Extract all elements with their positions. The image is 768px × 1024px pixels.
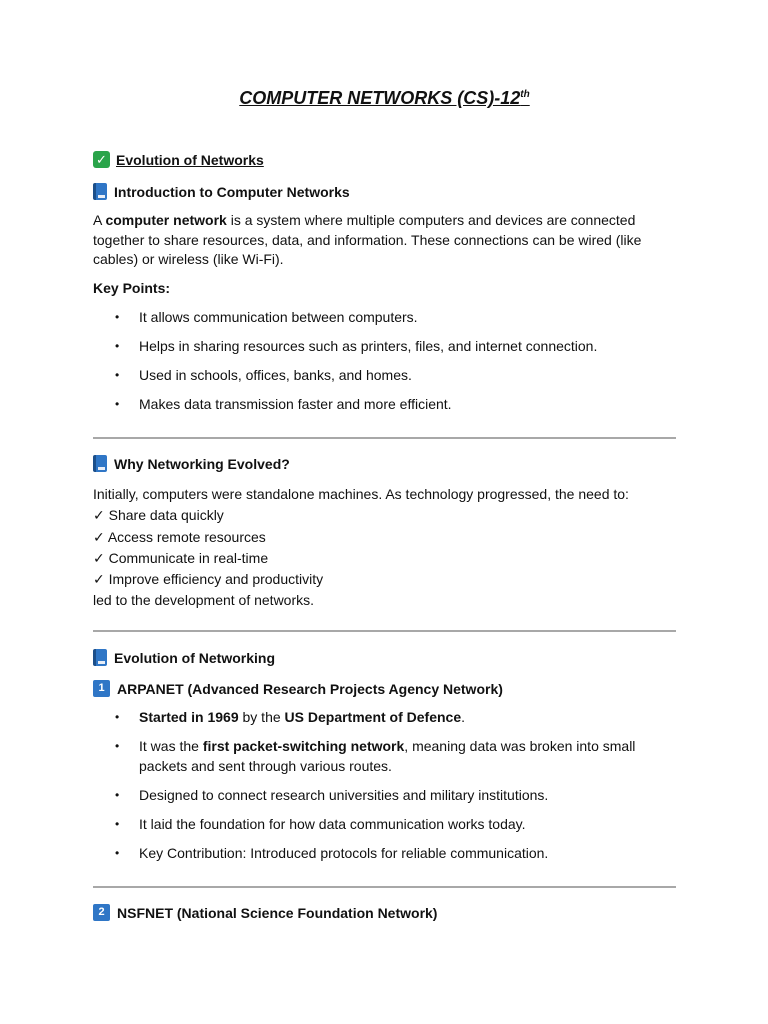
list-item: • Key Contribution: Introduced protocols for reliable communication. <box>139 844 676 864</box>
check-mark-icon: ✓ <box>93 151 110 168</box>
divider <box>93 630 676 632</box>
list-item: • Used in schools, offices, banks, and homes. <box>139 366 676 386</box>
number-one-icon: 1 <box>93 680 110 697</box>
book-icon <box>93 183 107 200</box>
key-points-label: Key Points: <box>93 280 171 296</box>
list-item: • Helps in sharing resources such as printers, files, and internet connection. <box>139 337 676 357</box>
divider <box>93 437 676 439</box>
intro-paragraph: A computer network is a system where multiple computers and devices are connected together to share resources, data, and information. These connections can be wired (like cables) or wireless (like Wi-Fi). <box>93 212 642 267</box>
list-item: • Started in 1969 by the US Department of Defence. <box>139 708 676 728</box>
number-two-icon: 2 <box>93 904 110 921</box>
section-evolution-heading: ✓ Evolution of Networks <box>93 151 264 168</box>
list-item: • It laid the foundation for how data communication works today. <box>139 815 676 835</box>
check-line: ✓ Share data quickly <box>93 507 224 524</box>
evolution-heading: Evolution of Networking <box>93 649 275 666</box>
intro-heading: Introduction to Computer Networks <box>93 183 350 200</box>
list-item: • It allows communication between computers. <box>139 308 676 328</box>
arpanet-heading: 1 ARPANET (Advanced Research Projects Agency Network) <box>93 680 503 697</box>
book-icon <box>93 455 107 472</box>
page-title: COMPUTER NETWORKS (CS)-12th <box>239 88 530 108</box>
check-line: ✓ Communicate in real-time <box>93 549 269 566</box>
list-item: • Designed to connect research universities and military institutions. <box>139 786 676 806</box>
title-superscript: th <box>520 89 530 100</box>
book-icon <box>93 649 107 666</box>
why-heading: Why Networking Evolved? <box>93 455 290 472</box>
why-paragraph: Initially, computers were standalone machines. As technology progressed, the need to: ✓ Share data quickly ✓ Access remote resources ✓ Communicate in real-time ✓ Improve efficiency and productivity led to the development of networks. <box>93 484 676 612</box>
divider <box>93 886 676 888</box>
check-line: ✓ Improve efficiency and productivity <box>93 571 324 588</box>
list-item: • Makes data transmission faster and more efficient. <box>139 395 676 415</box>
list-item: • It was the first packet-switching network, meaning data was broken into small packets and sent through various routes. <box>139 737 676 776</box>
nsfnet-heading: 2 NSFNET (National Science Foundation Network) <box>93 904 437 921</box>
check-line: ✓ Access remote resources <box>93 528 266 545</box>
